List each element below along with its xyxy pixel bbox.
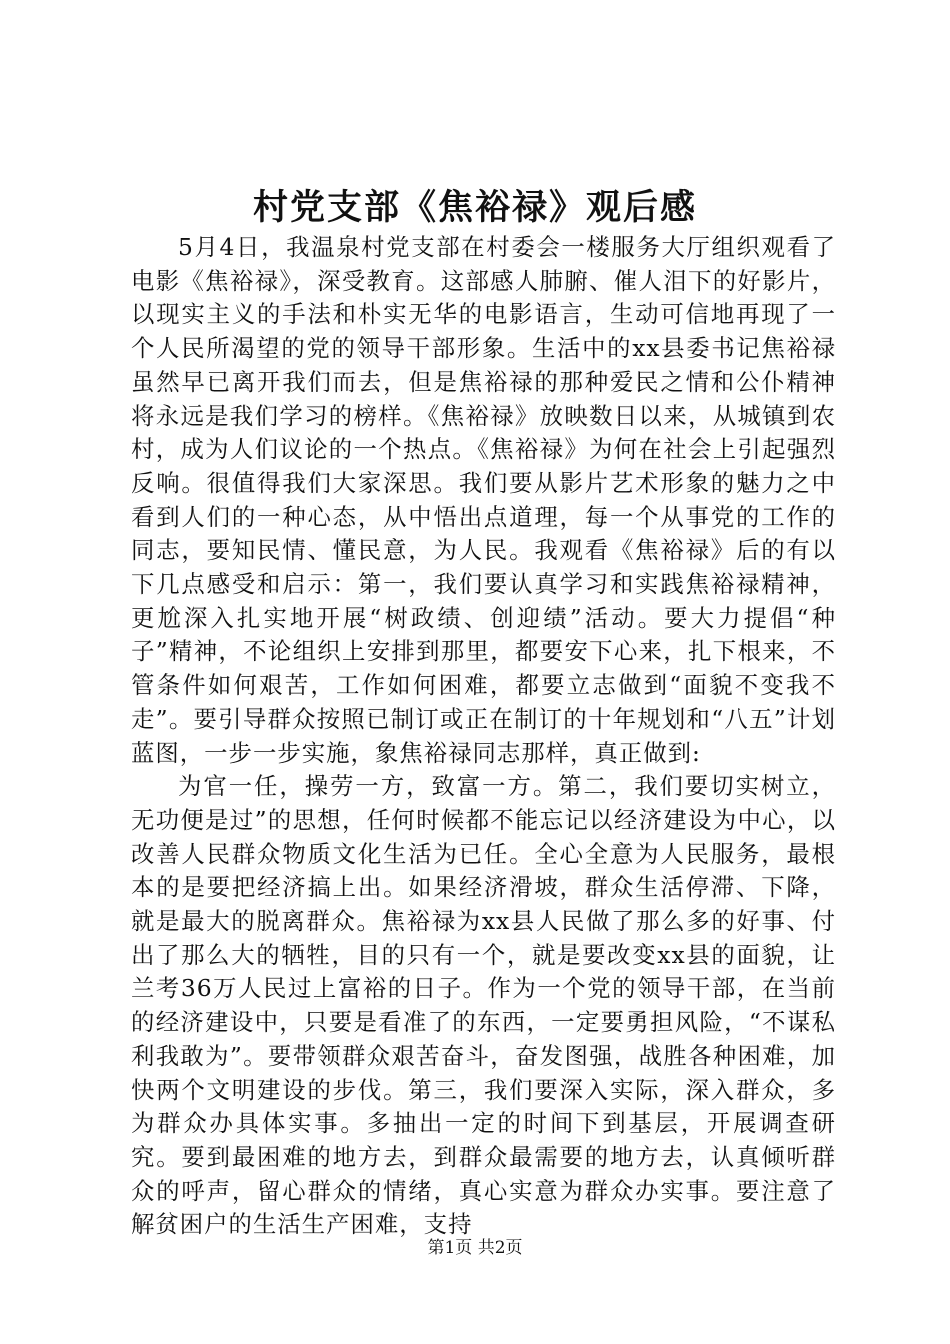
page-title: 村党支部《焦裕禄》观后感 bbox=[252, 187, 697, 228]
paragraph-1: 5月4日，我温泉村党支部在村委会一楼服务大厅组织观看了电影《焦裕禄》，深受教育。这部感人肺腑、催人泪下的好影片，以现实主义的手法和朴实无华的电影语言，生动可信地再现了一个人民所渴望的党的领导干部形象。生活中的xx县委书记焦裕禄虽然早已离开我们而去，但是焦裕禄的那种爱民之情和公仆精神将永远是我们学习的榜样。《焦裕禄》放映数日以来，从城镇到农村，成为人们议论的一个热点。《焦裕禄》为何在社会上引起强烈反响。很值得我们大家深思。我们要从影片艺术形象的魅力之中看到人们的一种心态，从中悟出点道理，每一个从事党的工作的同志，要知民情、懂民意，为人民。我观看《焦裕禄》后的有以下几点感受和启示：第一，我们要认真学习和实践焦裕禄精神，更尬深入扎实地开展“树政绩、创迎绩”活动。要大力提倡“种子”精神，不论组织上安排到那里，都要安下心来，扎下根来，不管条件如何艰苦，工作如何困难，都要立志做到“面貌不变我不走”。要引导群众按照已制订或正在制订的十年规划和“八五”计划蓝图，一步一步实施，象焦裕禄同志那样，真正做到: bbox=[131, 233, 836, 767]
paragraph-2: 为官一任，操劳一方，致富一方。第二，我们要切实树立，无功便是过”的思想，任何时候都不能忘记以经济建设为中心，以改善人民群众物质文化生活为已任。全心全意为人民服务，最根本的是要把经济搞上出。如果经济滑坡，群众生活停滞、下降，就是最大的脱离群众。焦裕禄为xx县人民做了那么多的好事、付出了那么大的牺牲，目的只有一个，就是要改变xx县的面貌，让兰考36万人民过上富裕的日子。作为一个党的领导干部，在当前的经济建设中，只要是看准了的东西，一定要勇担风险，“不谋私利我敢为”。要带领群众艰苦奋斗，奋发图强，战胜各种困难，加快两个文明建设的步伐。第三，我们要深入实际，深入群众，多为群众办具体实事。多抽出一定的时间下到基层，开展调查研究。要到最困难的地方去，到群众最需要的地方去，认真倾听群众的呼声，留心群众的情绪，真心实意为群众办实事。要注意了解贫困户的生活生产困难，支持 bbox=[131, 772, 836, 1239]
document-body bbox=[131, 231, 836, 1242]
page-number-footer: 第1页 共2页 bbox=[427, 1238, 523, 1258]
